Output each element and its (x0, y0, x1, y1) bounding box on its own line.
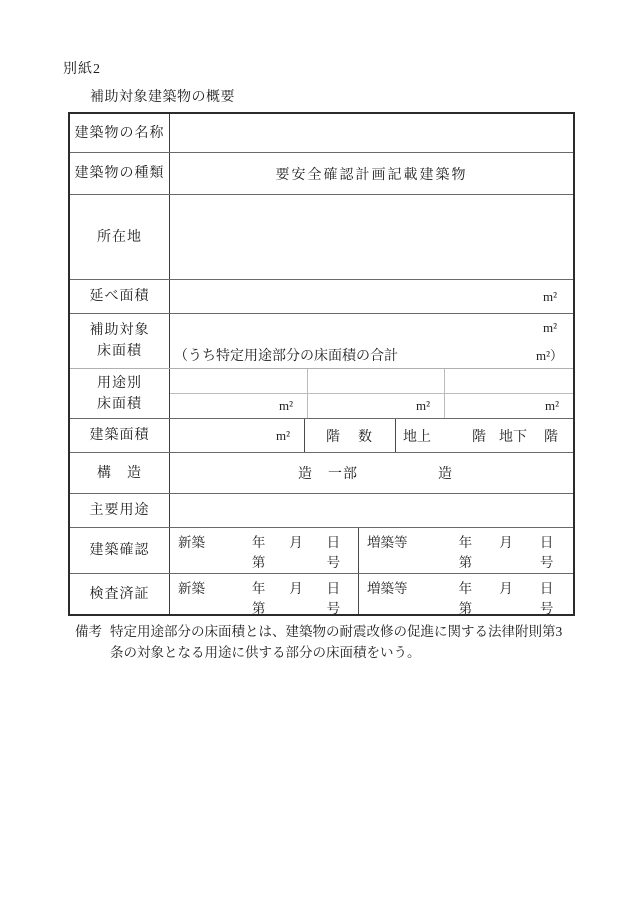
row-subsidized-floor-area (70, 313, 573, 368)
use-area-unit-1: m² (278, 398, 293, 413)
confirmation-extension-cell: 増築等 年 月 日 第 号 (359, 528, 573, 573)
building-area-cells (170, 419, 573, 452)
row-location (70, 194, 573, 279)
building-area-unit: m² (275, 427, 290, 443)
use-name-cell-3 (445, 369, 573, 394)
confirmation-new-construction-cell: 新築 年 月 日 第 号 (170, 528, 359, 573)
building-confirmation-label: 建築確認 (70, 528, 170, 573)
use-column-2 (307, 369, 444, 418)
inspection-extension-cell: 増築等 年 月 日 第 号 (359, 574, 573, 614)
use-column-3 (444, 369, 573, 418)
total-floor-area-unit: m² (542, 288, 557, 304)
row-building-area (70, 418, 573, 452)
use-name-cell-1 (170, 369, 307, 394)
new-construction-label: 新築 (178, 581, 205, 596)
subsidized-area-unit: m² (542, 319, 557, 335)
structure-label: 構 造 (70, 453, 170, 493)
row-floor-area-by-use (70, 368, 573, 418)
above-ground-unit: 階 (472, 429, 486, 445)
total-floor-area-cell (170, 280, 573, 313)
building-area-label: 建築面積 (70, 419, 170, 452)
use-name-cell-2 (308, 369, 444, 394)
new-construction-label: 新築 (178, 535, 205, 550)
above-ground-label: 地上 (403, 429, 431, 445)
subsidized-floor-area-label: 補助対象 床面積 (70, 314, 170, 368)
inspection-certificate-cells (170, 574, 573, 614)
inspection-certificate-label: 検査済証 (70, 574, 170, 614)
floors-detail (396, 419, 573, 452)
structure-value-cell (170, 453, 573, 493)
building-type-value: 要安全確認計画記載建築物 (275, 167, 468, 183)
structure-value-right: 造 (438, 467, 452, 482)
row-total-floor-area (70, 279, 573, 313)
specific-use-total-note: （うち特定用途部分の床面積の合計 (174, 348, 398, 364)
total-floor-area-label: 延べ面積 (70, 280, 170, 313)
extension-label: 増築等 (367, 581, 408, 596)
inspection-new-construction-cell: 新築 年 月 日 第 号 (170, 574, 359, 614)
below-ground-label: 地下 (499, 429, 527, 445)
row-building-confirmation (70, 527, 573, 573)
main-use-value (170, 494, 573, 527)
use-area-unit-3: m² (544, 398, 559, 413)
remarks-text: 特定用途部分の床面積とは、建築物の耐震改修の促進に関する法律附則第3 条の対象となる用途に供する部分の床面積をいう。 (110, 624, 563, 660)
building-confirmation-cells (170, 528, 573, 573)
floors-heading: 階 数 (305, 419, 396, 452)
structure-value-left: 造 一部 (298, 467, 358, 482)
table-title: 補助対象建築物の概要 (90, 90, 235, 105)
remarks-heading: 備考 (75, 624, 102, 639)
use-column-1 (170, 369, 307, 418)
use-area-unit-2: m² (415, 398, 430, 413)
below-ground-unit: 階 (544, 429, 558, 445)
building-overview-table (68, 112, 575, 616)
floor-area-by-use-label: 用途別 床面積 (70, 369, 170, 418)
remarks-note (75, 621, 580, 663)
attachment-label: 別紙2 (63, 62, 101, 77)
row-structure (70, 452, 573, 493)
extension-label: 増築等 (367, 535, 408, 550)
subsidized-floor-area-cell (170, 314, 573, 368)
specific-use-total-unit: m²） (535, 348, 563, 363)
location-value (170, 195, 573, 279)
location-label: 所在地 (70, 195, 170, 279)
row-main-use (70, 493, 573, 527)
building-name-label: 建築物の名称 (70, 114, 170, 152)
row-building-type (70, 152, 573, 194)
building-type-label: 建築物の種類 (70, 153, 170, 194)
main-use-label: 主要用途 (70, 494, 170, 527)
floor-area-by-use-cells (170, 369, 573, 418)
row-building-name (70, 114, 573, 152)
building-name-value (170, 114, 573, 152)
row-inspection-certificate (70, 573, 573, 614)
